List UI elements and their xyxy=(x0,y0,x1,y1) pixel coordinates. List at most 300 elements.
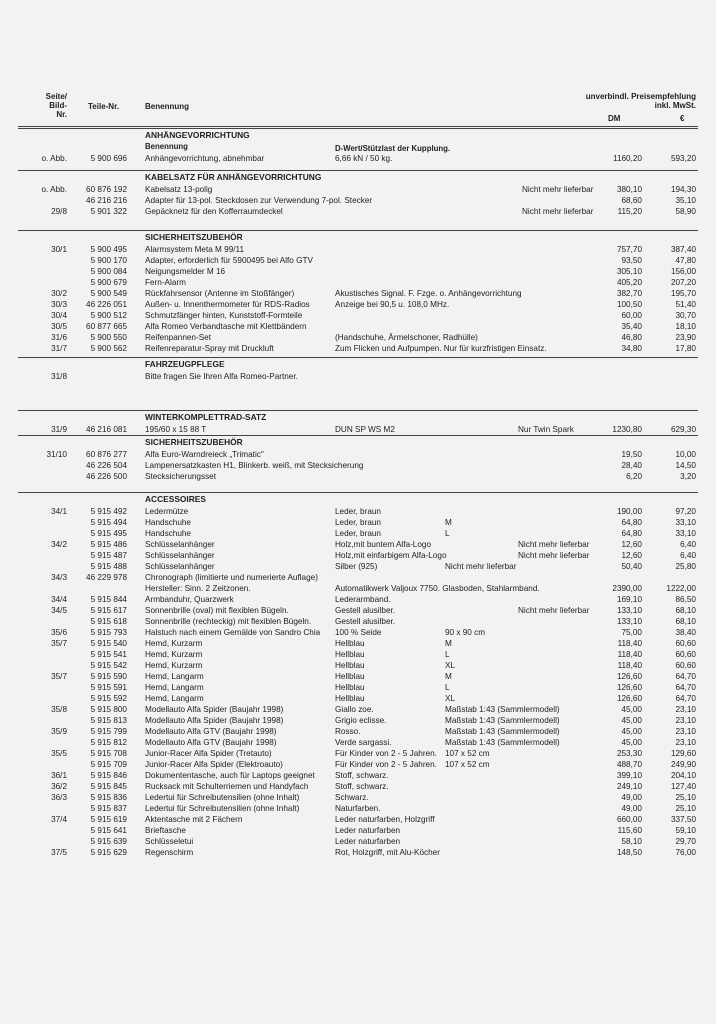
description-cell: Rückfahrsensor (Antenne im Stoßfänger) xyxy=(145,289,295,298)
note-cell: Holz,mit buntem Alfa-Logo xyxy=(335,540,432,549)
seite-cell: 35/8 xyxy=(51,705,67,714)
price-eur-cell: 25,10 xyxy=(675,804,696,813)
table-row xyxy=(0,471,716,482)
price-eur-cell: 127,40 xyxy=(670,782,696,791)
table-row xyxy=(0,594,716,605)
description-cell: Ledertui für Schreibutensilien (ohne Inhalt) xyxy=(145,804,300,813)
note-cell: Gestell alusilber. xyxy=(335,617,396,626)
seite-cell: 34/4 xyxy=(51,595,67,604)
price-eur-cell: 3,20 xyxy=(680,472,696,481)
note-cell: Hellblau xyxy=(335,650,365,659)
seite-cell: o. Abb. xyxy=(41,154,67,163)
price-eur-cell: 1222,00 xyxy=(666,584,696,593)
table-row xyxy=(0,277,716,288)
price-dm-cell: 100,50 xyxy=(616,300,642,309)
table-row xyxy=(0,759,716,770)
price-eur-cell: 60,60 xyxy=(675,661,696,670)
part-number-cell: 5 915 618 xyxy=(90,617,127,626)
price-eur-cell: 59,10 xyxy=(675,826,696,835)
description-cell: Ledermütze xyxy=(145,507,189,516)
price-dm-cell: 126,60 xyxy=(616,694,642,703)
table-row xyxy=(0,583,716,594)
part-number-cell: 5 915 812 xyxy=(90,738,127,747)
part-number-cell: 5 915 590 xyxy=(90,672,127,681)
table-row xyxy=(0,371,716,382)
part-number-cell: 5 900 512 xyxy=(90,311,127,320)
price-dm-cell: 34,80 xyxy=(621,344,642,353)
price-eur-cell: 129,60 xyxy=(670,749,696,758)
price-dm-cell: 68,60 xyxy=(621,196,642,205)
table-row xyxy=(0,803,716,814)
part-number-cell: 5 915 540 xyxy=(90,639,127,648)
price-dm-cell: 249,10 xyxy=(616,782,642,791)
description-cell: Modellauto Alfa GTV (Baujahr 1998) xyxy=(145,738,277,747)
size-cell: XL xyxy=(445,661,456,670)
price-dm-cell: 399,10 xyxy=(616,771,642,780)
price-dm-cell: 169,10 xyxy=(616,595,642,604)
table-row xyxy=(0,770,716,781)
availability-cell: Nicht mehr lieferbar xyxy=(518,540,590,549)
table-row xyxy=(0,195,716,206)
description-cell: Junior-Racer Alfa Spider (Tretauto) xyxy=(145,749,272,758)
description-cell: Adapter, erforderlich für 5900495 bei Alfo GTV xyxy=(145,256,313,265)
table-row xyxy=(0,638,716,649)
table-row xyxy=(0,693,716,704)
note-cell: Naturfarben. xyxy=(335,804,381,813)
price-dm-cell: 133,10 xyxy=(616,617,642,626)
price-eur-cell: 33,10 xyxy=(675,518,696,527)
price-dm-cell: 45,00 xyxy=(621,727,642,736)
seite-cell: 35/9 xyxy=(51,727,67,736)
note-cell: Leder naturfarben, Holzgriff xyxy=(335,815,435,824)
seite-cell: 30/5 xyxy=(51,322,67,331)
part-number-cell: 5 915 492 xyxy=(90,507,127,516)
size-cell: M xyxy=(445,518,452,527)
price-eur-cell: 6,40 xyxy=(680,540,696,549)
description-cell: Kabelsatz 13-polig xyxy=(145,185,213,194)
description-cell: Alarmsystem Meta M 99/11 xyxy=(145,245,245,254)
price-dm-cell: 58,10 xyxy=(621,837,642,846)
note-cell: Zum Flicken und Aufpumpen. Nur für kurzfristigen Einsatz. xyxy=(335,344,547,353)
description-cell: Hemd, Kurzarm xyxy=(145,639,203,648)
table-row xyxy=(0,836,716,847)
price-eur-cell: 64,70 xyxy=(675,683,696,692)
note-cell: Für Kinder von 2 - 5 Jahren. xyxy=(335,749,437,758)
note-cell: Hellblau xyxy=(335,661,365,670)
part-number-cell: 5 915 542 xyxy=(90,661,127,670)
section-title: ACCESSOIRES xyxy=(145,494,206,504)
description-cell: Lampenersatzkasten H1, Blinkerb. weiß, mit Stecksicherung xyxy=(145,461,364,470)
note-cell: Rot, Holzgriff, mit Alu-Köcher xyxy=(335,848,440,857)
note-cell: Leder, braun xyxy=(335,507,381,516)
price-dm-cell: 75,00 xyxy=(621,628,642,637)
part-number-cell: 5 901 322 xyxy=(90,207,127,216)
col-header-seite: Seite/ Bild- Nr. xyxy=(45,92,67,119)
description-cell: Bitte fragen Sie Ihren Alfa Romeo-Partner. xyxy=(145,372,298,381)
part-number-cell: 5 900 562 xyxy=(90,344,127,353)
price-eur-cell: 60,60 xyxy=(675,650,696,659)
seite-cell: 30/2 xyxy=(51,289,67,298)
price-eur-cell: 25,80 xyxy=(675,562,696,571)
part-number-cell: 60 876 277 xyxy=(86,450,127,459)
description-cell: Ledertui für Schreibutensilien (ohne Inhalt) xyxy=(145,793,300,802)
price-eur-cell: 64,70 xyxy=(675,694,696,703)
price-eur-cell: 207,20 xyxy=(670,278,696,287)
seite-cell: 35/5 xyxy=(51,749,67,758)
part-number-cell: 5 915 617 xyxy=(90,606,127,615)
price-dm-cell: 305,10 xyxy=(616,267,642,276)
note-cell: Akustisches Signal. F. Fzge. o. Anhängevorrichtung xyxy=(335,289,522,298)
seite-cell: 34/5 xyxy=(51,606,67,615)
description-cell: Handschuhe xyxy=(145,518,191,527)
seite-cell: 30/4 xyxy=(51,311,67,320)
table-row xyxy=(0,748,716,759)
price-eur-cell: 629,30 xyxy=(670,425,696,434)
description-cell: Hersteller: Sinn. 2 Zeitzonen. xyxy=(145,584,251,593)
table-row xyxy=(0,184,716,195)
description-cell: Schlüsselanhänger xyxy=(145,540,215,549)
table-row xyxy=(0,605,716,616)
part-number-cell: 5 915 800 xyxy=(90,705,127,714)
table-row xyxy=(0,310,716,321)
part-number-cell: 46 226 504 xyxy=(86,461,127,470)
price-eur-cell: 194,30 xyxy=(670,185,696,194)
part-number-cell: 5 915 837 xyxy=(90,804,127,813)
description-cell: Stecksicherungsset xyxy=(145,472,216,481)
price-dm-cell: 380,10 xyxy=(616,185,642,194)
section-title: SICHERHEITSZUBEHÖR xyxy=(145,232,243,242)
description-cell: Schlüsseletui xyxy=(145,837,194,846)
table-row xyxy=(0,266,716,277)
part-number-cell: 5 915 541 xyxy=(90,650,127,659)
price-eur-cell: 23,10 xyxy=(675,738,696,747)
description-cell: Regenschirm xyxy=(145,848,194,857)
note-cell: Hellblau xyxy=(335,639,365,648)
availability-cell: Nicht mehr lieferbar xyxy=(518,551,590,560)
price-dm-cell: 49,00 xyxy=(621,793,642,802)
description-cell: Alfa Romeo Verbandtasche mit Klettbändern xyxy=(145,322,307,331)
note-cell: Hellblau xyxy=(335,694,365,703)
seite-cell: o. Abb. xyxy=(41,185,67,194)
col-header-benennung: Benennung xyxy=(145,102,189,111)
table-row xyxy=(0,153,716,164)
part-number-cell: 5 915 641 xyxy=(90,826,127,835)
availability-cell: Nicht mehr lieferbar xyxy=(522,207,594,216)
part-number-cell: 5 915 488 xyxy=(90,562,127,571)
availability-cell: Nicht mehr lieferbar xyxy=(522,185,594,194)
part-number-cell: 5 915 813 xyxy=(90,716,127,725)
table-row xyxy=(0,616,716,627)
table-row xyxy=(0,847,716,858)
part-number-cell: 5 915 845 xyxy=(90,782,127,791)
price-dm-cell: 45,00 xyxy=(621,705,642,714)
size-cell: L xyxy=(445,529,450,538)
table-row xyxy=(0,671,716,682)
section-divider xyxy=(18,230,698,231)
description-cell: Alfa Euro-Warndreieck „Trimatic" xyxy=(145,450,264,459)
price-dm-cell: 1230,80 xyxy=(612,425,642,434)
size-cell: 107 x 52 cm xyxy=(445,749,490,758)
price-dm-cell: 405,20 xyxy=(616,278,642,287)
description-cell: Modellauto Alfa GTV (Baujahr 1998) xyxy=(145,727,277,736)
table-row xyxy=(0,517,716,528)
part-number-cell: 46 216 081 xyxy=(86,425,127,434)
size-cell: 107 x 52 cm xyxy=(445,760,490,769)
table-row xyxy=(0,449,716,460)
price-dm-cell: 382,70 xyxy=(616,289,642,298)
price-eur-cell: 51,40 xyxy=(675,300,696,309)
part-number-cell: 5 915 494 xyxy=(90,518,127,527)
description-cell: Brieftasche xyxy=(145,826,186,835)
section-divider xyxy=(18,435,698,436)
part-number-cell: 5 915 709 xyxy=(90,760,127,769)
section-divider xyxy=(18,357,698,358)
description-cell: Schmutzfänger hinten, Kunststoff-Formteile xyxy=(145,311,303,320)
seite-cell: 31/9 xyxy=(51,425,67,434)
table-row xyxy=(0,561,716,572)
description-cell: Halstuch nach einem Gemälde von Sandro Chia xyxy=(145,628,321,637)
table-row xyxy=(0,539,716,550)
section-title: FAHRZEUGPFLEGE xyxy=(145,359,225,369)
table-row xyxy=(0,825,716,836)
description-cell: Anhängevorrichtung, abnehmbar xyxy=(145,154,265,163)
seite-cell: 36/2 xyxy=(51,782,67,791)
price-dm-cell: 12,60 xyxy=(621,540,642,549)
price-eur-cell: 23,90 xyxy=(675,333,696,342)
col-header-eur: € xyxy=(680,114,685,123)
section-subheader: Benennung xyxy=(145,142,188,151)
table-row xyxy=(0,528,716,539)
price-dm-cell: 126,60 xyxy=(616,683,642,692)
section-divider xyxy=(18,128,698,129)
note-cell: (Handschuhe, Ärmelschoner, Radhülle) xyxy=(335,333,478,342)
part-number-cell: 5 915 619 xyxy=(90,815,127,824)
price-eur-cell: 47,80 xyxy=(675,256,696,265)
table-row xyxy=(0,343,716,354)
col-header-dm: DM xyxy=(608,114,621,123)
price-eur-cell: 68,10 xyxy=(675,606,696,615)
description-cell: Sonnenbrille (rechteckig) mit flexiblen Bügeln. xyxy=(145,617,312,626)
availability-cell: Nicht mehr lieferbar xyxy=(518,606,590,615)
note-cell: Leder naturfarben xyxy=(335,826,401,835)
part-number-cell: 46 226 051 xyxy=(86,300,127,309)
price-dm-cell: 253,30 xyxy=(616,749,642,758)
price-dm-cell: 1160,20 xyxy=(613,154,642,163)
section-divider xyxy=(18,410,698,411)
price-eur-cell: 25,10 xyxy=(675,793,696,802)
size-cell: Maßstab 1:43 (Sammlermodell) xyxy=(445,716,560,725)
description-cell: Hemd, Langarm xyxy=(145,672,204,681)
seite-cell: 30/1 xyxy=(51,245,67,254)
note-cell: Leder naturfarben xyxy=(335,837,401,846)
description-cell: Hemd, Kurzarm xyxy=(145,661,203,670)
seite-cell: 34/2 xyxy=(51,540,67,549)
note-cell: Verde sargassi. xyxy=(335,738,392,747)
seite-cell: 35/6 xyxy=(51,628,67,637)
price-dm-cell: 190,00 xyxy=(616,507,642,516)
price-dm-cell: 46,80 xyxy=(621,333,642,342)
part-number-cell: 5 900 495 xyxy=(90,245,127,254)
price-eur-cell: 14,50 xyxy=(675,461,696,470)
table-row xyxy=(0,627,716,638)
note-cell: DUN SP WS M2 xyxy=(335,425,395,434)
price-dm-cell: 60,00 xyxy=(621,311,642,320)
price-eur-cell: 64,70 xyxy=(675,672,696,681)
part-number-cell: 5 915 846 xyxy=(90,771,127,780)
description-cell: Handschuhe xyxy=(145,529,191,538)
note-cell: Hellblau xyxy=(335,672,365,681)
seite-cell: 36/3 xyxy=(51,793,67,802)
part-number-cell: 5 915 486 xyxy=(90,540,127,549)
section-divider xyxy=(18,492,698,493)
availability-cell: Nur Twin Spark xyxy=(518,425,574,434)
price-eur-cell: 18,10 xyxy=(675,322,696,331)
note-cell: Stoff, schwarz. xyxy=(335,771,389,780)
table-row xyxy=(0,682,716,693)
price-eur-cell: 33,10 xyxy=(675,529,696,538)
description-cell: Hemd, Langarm xyxy=(145,694,204,703)
seite-cell: 31/10 xyxy=(46,450,67,459)
description-cell: Modellauto Alfa Spider (Baujahr 1998) xyxy=(145,705,284,714)
table-row xyxy=(0,572,716,583)
table-row xyxy=(0,332,716,343)
seite-cell: 30/3 xyxy=(51,300,67,309)
price-eur-cell: 249,90 xyxy=(670,760,696,769)
description-cell: Hemd, Langarm xyxy=(145,683,204,692)
note-cell: Silber (925) xyxy=(335,562,378,571)
part-number-cell: 5 915 793 xyxy=(90,628,127,637)
section-title: ANHÄNGEVORRICHTUNG xyxy=(145,130,250,140)
price-dm-cell: 118,40 xyxy=(617,661,642,670)
price-eur-cell: 23,10 xyxy=(675,727,696,736)
description-cell: Junior-Racer Alfa Spider (Elektroauto) xyxy=(145,760,283,769)
size-cell: L xyxy=(445,650,450,659)
part-number-cell: 5 915 844 xyxy=(90,595,127,604)
price-eur-cell: 337,50 xyxy=(670,815,696,824)
table-row xyxy=(0,792,716,803)
note-cell: Stoff, schwarz. xyxy=(335,782,389,791)
price-eur-cell: 58,90 xyxy=(675,207,696,216)
header-divider xyxy=(18,126,698,127)
table-row xyxy=(0,781,716,792)
note-cell: Holz,mit einfarbigem Alfa-Logo xyxy=(335,551,447,560)
part-number-cell: 46 216 216 xyxy=(86,196,127,205)
price-eur-cell: 60,60 xyxy=(675,639,696,648)
price-eur-cell: 35,10 xyxy=(675,196,696,205)
seite-cell: 29/8 xyxy=(51,207,67,216)
size-cell: 90 x 90 cm xyxy=(445,628,486,637)
price-dm-cell: 50,40 xyxy=(621,562,642,571)
price-dm-cell: 660,00 xyxy=(616,815,642,824)
note-cell: Anzeige bei 90,5 u. 108,0 MHz. xyxy=(335,300,450,309)
table-row xyxy=(0,460,716,471)
note-cell: Gestell alusilber. xyxy=(335,606,396,615)
price-eur-cell: 387,40 xyxy=(670,245,696,254)
price-eur-cell: 38,40 xyxy=(675,628,696,637)
table-row xyxy=(0,244,716,255)
price-dm-cell: 35,40 xyxy=(621,322,642,331)
part-number-cell: 5 915 836 xyxy=(90,793,127,802)
description-cell: Dokumententasche, auch für Laptops geeignet xyxy=(145,771,315,780)
description-cell: Außen- u. Innenthermometer für RDS-Radios xyxy=(145,300,310,309)
part-number-cell: 5 915 708 xyxy=(90,749,127,758)
price-dm-cell: 118,40 xyxy=(617,650,642,659)
description-cell: Rucksack mit Schulterriemen und Handyfach xyxy=(145,782,309,791)
price-dm-cell: 45,00 xyxy=(621,738,642,747)
description-cell: Gepäcknetz für den Kofferraumdeckel xyxy=(145,207,283,216)
description-cell: Neigungsmelder M 16 xyxy=(145,267,226,276)
description-cell: Schlüsselanhänger xyxy=(145,551,215,560)
note-cell: Hellblau xyxy=(335,683,365,692)
note-cell: Lederarmband. xyxy=(335,595,391,604)
table-row xyxy=(0,550,716,561)
section-title: KABELSATZ FÜR ANHÄNGEVORRICHTUNG xyxy=(145,172,322,182)
part-number-cell: 5 915 639 xyxy=(90,837,127,846)
note-cell: 6,66 kN / 50 kg. xyxy=(335,154,393,163)
size-cell: M xyxy=(445,639,452,648)
price-dm-cell: 6,20 xyxy=(626,472,642,481)
seite-cell: 37/5 xyxy=(51,848,67,857)
table-row xyxy=(0,299,716,310)
note-cell: Leder, braun xyxy=(335,518,381,527)
price-dm-cell: 118,40 xyxy=(617,639,642,648)
table-row xyxy=(0,321,716,332)
section-divider xyxy=(18,170,698,171)
price-eur-cell: 97,20 xyxy=(675,507,696,516)
price-dm-cell: 115,60 xyxy=(617,826,642,835)
section-title: SICHERHEITSZUBEHÖR xyxy=(145,437,243,447)
col-header-preis: unverbindl. Preisempfehlung inkl. MwSt. xyxy=(585,92,696,110)
note-cell: Schwarz. xyxy=(335,793,369,802)
part-number-cell: 46 226 500 xyxy=(86,472,127,481)
part-number-cell: 60 876 192 xyxy=(86,185,127,194)
part-number-cell: 5 900 679 xyxy=(90,278,127,287)
part-number-cell: 5 915 592 xyxy=(90,694,127,703)
table-row xyxy=(0,649,716,660)
table-row xyxy=(0,255,716,266)
price-eur-cell: 204,10 xyxy=(670,771,696,780)
description-cell: Reifenpannen-Set xyxy=(145,333,212,342)
table-row xyxy=(0,715,716,726)
seite-cell: 35/7 xyxy=(51,639,67,648)
description-cell: Schlüsselanhänger xyxy=(145,562,215,571)
part-number-cell: 5 915 487 xyxy=(90,551,127,560)
seite-cell: 34/3 xyxy=(51,573,67,582)
table-row xyxy=(0,726,716,737)
description-cell: Hemd, Kurzarm xyxy=(145,650,203,659)
note-cell: Automatikwerk Valjoux 7750. Glasboden, Stahlarmband. xyxy=(335,584,540,593)
description-cell: Adapter für 13-pol. Steckdosen zur Verwendung 7-pol. Stecker xyxy=(145,196,373,205)
availability-cell: Nicht mehr lieferbar xyxy=(445,562,517,571)
seite-cell: 31/6 xyxy=(51,333,67,342)
seite-cell: 34/1 xyxy=(51,507,67,516)
size-cell: Maßstab 1:43 (Sammlermodell) xyxy=(445,727,560,736)
price-eur-cell: 23,10 xyxy=(675,716,696,725)
description-cell: Sonnenbrille (oval) mit flexiblen Bügeln. xyxy=(145,606,289,615)
part-number-cell: 5 900 696 xyxy=(90,154,127,163)
part-number-cell: 5 915 629 xyxy=(90,848,127,857)
price-dm-cell: 757,70 xyxy=(616,245,642,254)
part-number-cell: 5 915 495 xyxy=(90,529,127,538)
part-number-cell: 5 900 550 xyxy=(90,333,127,342)
description-cell: Reifenreparatur-Spray mit Druckluft xyxy=(145,344,274,353)
size-cell: XL xyxy=(445,694,456,703)
price-eur-cell: 23,10 xyxy=(675,705,696,714)
note-cell: Giallo zoe. xyxy=(335,705,374,714)
seite-cell: 35/7 xyxy=(51,672,67,681)
price-dm-cell: 49,00 xyxy=(621,804,642,813)
part-number-cell: 5 900 549 xyxy=(90,289,127,298)
